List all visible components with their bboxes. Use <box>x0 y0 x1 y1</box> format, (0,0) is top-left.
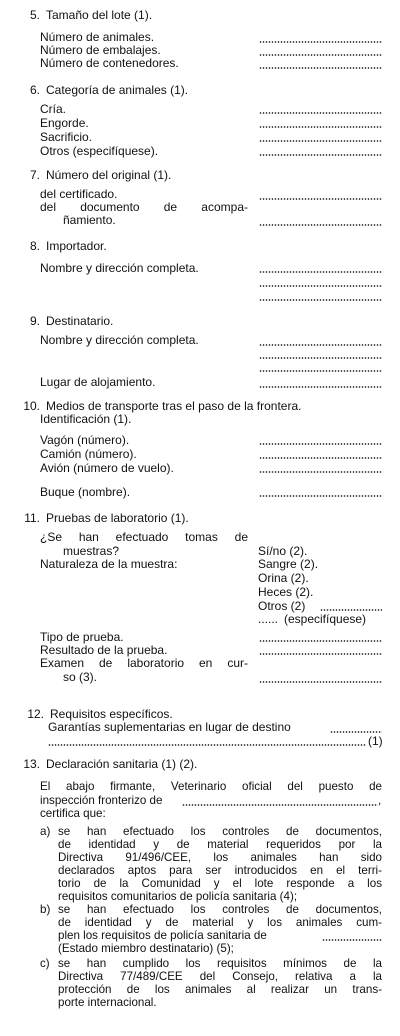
clause-label: b) <box>40 903 51 916</box>
fill-line[interactable] <box>259 386 382 388</box>
fill-line[interactable] <box>259 299 382 301</box>
section-11-heading <box>20 511 189 525</box>
fill-line[interactable] <box>259 471 382 473</box>
fill-line[interactable] <box>259 457 382 459</box>
clause-line: de identidad y de material y los animales cum- <box>58 916 382 929</box>
fill-line[interactable] <box>259 271 382 273</box>
section-title: Declaración sanitaria (1) (2). <box>46 757 198 771</box>
clause-line: (Estado miembro destinatario) (5); <box>58 942 234 955</box>
dotted-prefix: ...... <box>258 612 279 626</box>
fill-line[interactable] <box>259 370 382 372</box>
field-label: Nombre y dirección completa. <box>40 333 199 347</box>
section-title: Número del original (1). <box>46 168 172 182</box>
clause-line: se han cumplido los requisitos mínimos de la <box>58 957 382 970</box>
field-label: Resultado de la prueba. <box>40 643 168 657</box>
section-number: 8. <box>29 239 40 253</box>
fill-line[interactable] <box>259 198 382 200</box>
question-text: muestras? <box>63 544 120 558</box>
declaration-intro: inspección fronterizo de <box>40 794 163 807</box>
section-12-heading <box>24 707 173 721</box>
section-13-heading <box>20 757 197 771</box>
fill-line[interactable] <box>320 609 382 611</box>
section-7-heading <box>20 168 171 182</box>
fill-line[interactable] <box>259 41 382 43</box>
field-label: del certificado. <box>40 187 118 201</box>
field-label: Número de embalajes. <box>40 43 161 57</box>
section-title: Importador. <box>46 239 107 253</box>
clause-label: c) <box>40 957 50 970</box>
punctuation: , <box>378 794 382 807</box>
field-label: Sacrificio. <box>40 130 93 144</box>
field-label: Número de animales. <box>40 30 155 44</box>
section-subtitle: Identificación (1). <box>40 412 132 426</box>
clause-line: Directiva 77/489/CEE del Consejo, relativa a la <box>58 970 382 983</box>
fill-line[interactable] <box>182 804 378 806</box>
clause-line: se han efectuado los controles de documentos, <box>58 903 382 916</box>
fill-line[interactable] <box>322 939 382 941</box>
field-label: Vagón (número). <box>40 433 130 447</box>
section-number: 11. <box>24 511 40 525</box>
fill-line[interactable] <box>259 495 382 497</box>
field-label: Nombre y dirección completa. <box>40 261 199 275</box>
clause-line: plen los requisitos de policía sanitaria de <box>58 929 267 942</box>
field-label: Engorde. <box>40 116 89 130</box>
field-label: Camión (número). <box>40 447 137 461</box>
field-label: Tipo de prueba. <box>40 630 124 644</box>
fill-line[interactable] <box>259 443 382 445</box>
specify-note: (especifíquese) <box>284 612 367 626</box>
fill-line[interactable] <box>259 640 382 642</box>
fill-line[interactable] <box>259 653 382 655</box>
answer-option[interactable]: Orina (2). <box>258 571 309 585</box>
clause-line: Directiva 91/496/CEE, los animales han sido <box>58 851 382 864</box>
section-6-heading <box>20 83 188 97</box>
section-number: 5. <box>29 8 40 22</box>
answer-option[interactable]: Heces (2). <box>258 585 314 599</box>
clause-label: a) <box>40 825 51 838</box>
section-title: Tamaño del lote (1). <box>46 8 153 22</box>
clause-line: declarados aptos para ser introducidos en el terri- <box>58 864 382 877</box>
field-label: del documento de acompa- <box>40 200 248 214</box>
fill-line[interactable] <box>259 681 382 683</box>
footnote-ref: (1) <box>368 734 383 748</box>
field-label: ñamiento. <box>63 213 116 227</box>
section-10-heading <box>20 399 301 413</box>
clause-line: requisitos comunitarios de policía sanitaria (4); <box>58 890 298 903</box>
section-5-heading <box>20 8 152 22</box>
answer-option[interactable]: Sangre (2). <box>258 557 319 571</box>
fill-line[interactable] <box>259 112 382 114</box>
declaration-intro: El abajo firmante, Veterinario oficial del puesto de <box>40 780 382 793</box>
fill-line[interactable] <box>259 67 382 69</box>
question-text: ¿Se han efectuado tomas de <box>40 530 248 544</box>
fill-line[interactable] <box>259 285 382 287</box>
section-number: 10. <box>23 399 40 413</box>
section-8-heading <box>20 239 107 253</box>
fill-line[interactable] <box>259 344 382 346</box>
clause-line: torio de la Comunidad y el lote responde a los <box>58 877 382 890</box>
field-label: Número de contenedores. <box>40 56 179 70</box>
section-title: Pruebas de laboratorio (1). <box>46 511 189 525</box>
fill-line[interactable] <box>259 154 382 156</box>
fill-line[interactable] <box>259 224 382 226</box>
field-label: Garantías suplementarias en lugar de destino <box>48 720 291 734</box>
clause-line: porte internacional. <box>58 996 157 1009</box>
question-text: Naturaleza de la muestra: <box>40 557 178 571</box>
clause-line: protección de los animales al realizar un trans- <box>58 983 382 996</box>
clause-line: de identidad y de material requeridos por la <box>58 838 382 851</box>
section-number: 12. <box>27 707 44 721</box>
section-title: Destinatario. <box>46 314 114 328</box>
fill-line[interactable] <box>48 744 366 746</box>
answer-option[interactable]: Otros (2) <box>258 599 306 613</box>
section-title: Categoría de animales (1). <box>46 83 189 97</box>
clause-line: se han efectuado los controles de documentos, <box>58 825 382 838</box>
field-label: Examen de laboratorio en cur- <box>40 656 248 670</box>
fill-line[interactable] <box>259 126 382 128</box>
section-title: Medios de transporte tras el paso de la frontera. <box>46 399 302 413</box>
field-label: Otros (especifíquese). <box>40 144 159 158</box>
section-number: 6. <box>29 83 40 97</box>
field-label: Lugar de alojamiento. <box>40 375 156 389</box>
fill-line[interactable] <box>259 54 382 56</box>
answer-option[interactable]: Sí/no (2). <box>258 544 308 558</box>
field-label: Buque (nombre). <box>40 485 131 499</box>
section-number: 7. <box>29 168 40 182</box>
declaration-intro: certifica que: <box>40 807 106 820</box>
field-label: Cría. <box>40 102 67 116</box>
fill-line[interactable] <box>330 731 382 733</box>
section-9-heading <box>20 314 113 328</box>
fill-line[interactable] <box>259 140 382 142</box>
section-number: 9. <box>29 314 40 328</box>
section-title: Requisitos específicos. <box>50 707 173 721</box>
fill-line[interactable] <box>259 357 382 359</box>
field-label: so (3). <box>63 670 98 684</box>
field-label: Avión (número de vuelo). <box>40 461 174 475</box>
section-number: 13. <box>23 757 40 771</box>
